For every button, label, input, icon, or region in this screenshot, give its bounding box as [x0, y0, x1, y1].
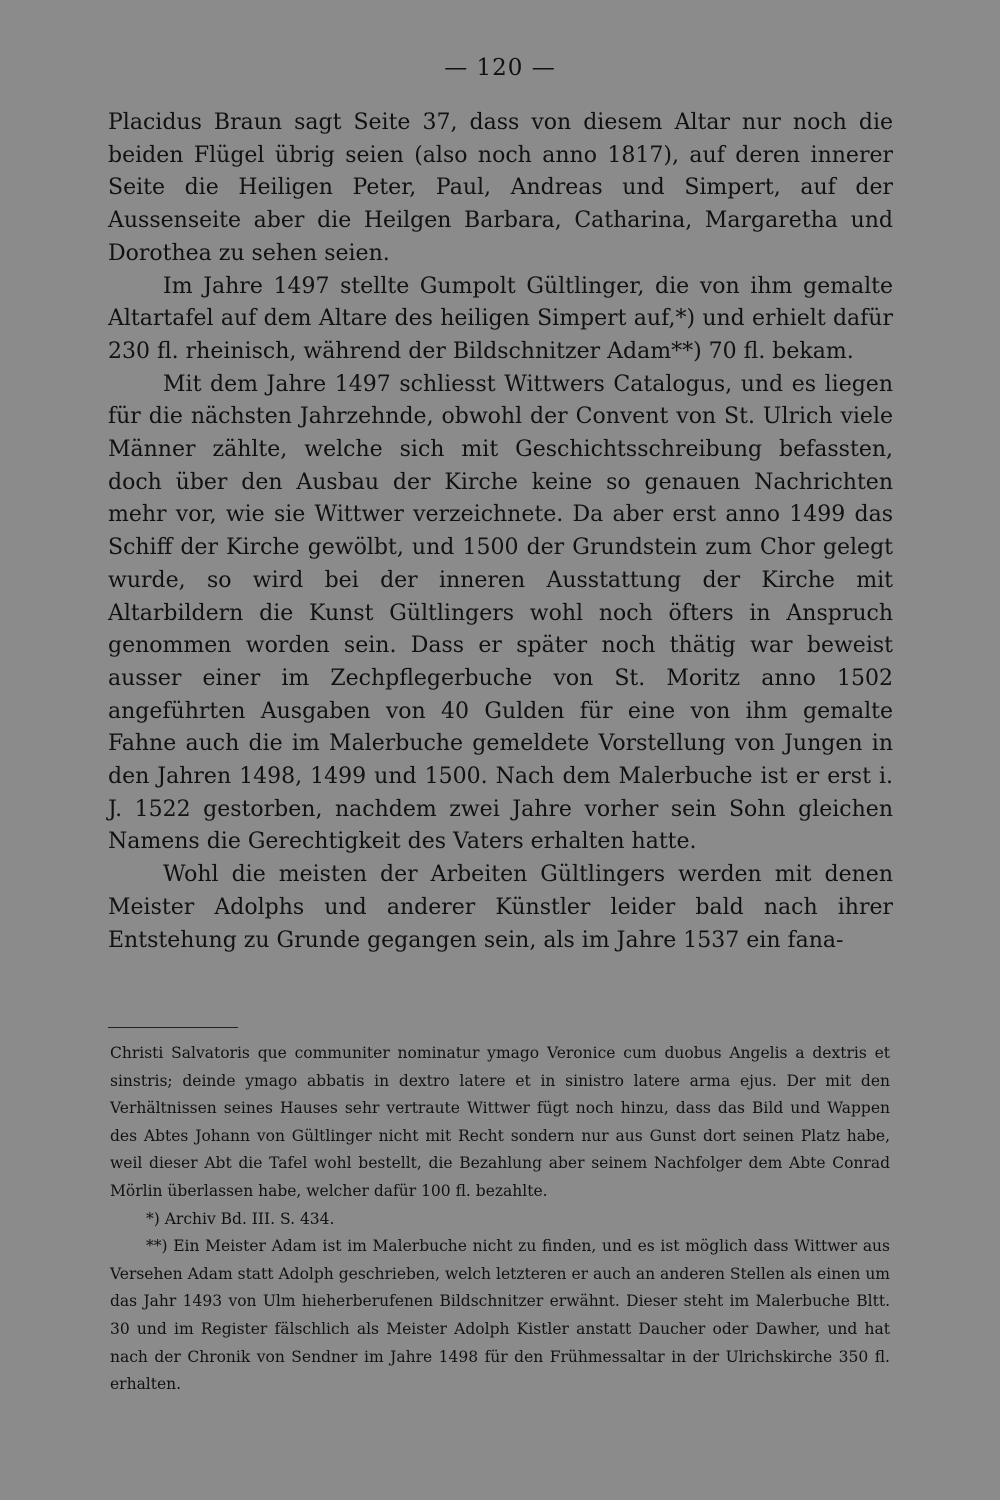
footnote-continuation: Christi Salvatoris que communiter nominatur ymago Veronice cum duobus Angelis a dextris et sinstris; deinde ymago abbatis in dextro latere et in sinistro latere arma ejus. Der mit den Verhältnissen seines Hauses sehr vertraute Wittwer fügt noch hinzu, dass das Bild und Wappen des Abtes Johann von Gültlinger nicht mit Recht sondern nur aus Gunst dort seinen Platz habe, weil dieser Abt die Tafel wohl bestellt, die Bezahlung aber seinem Nachfolger dem Abte Conrad Mörlin überlassen habe, welcher dafür 100 fl. bezahlte.: [110, 1044, 890, 1200]
paragraph: Im Jahre 1497 stellte Gumpolt Gültlinger, die von ihm gemalte Altartafel auf dem Altare des heiligen Simpert auf,*) und erhielt dafür 230 fl. rheinisch, während der Bildschnitzer Adam**) 70 fl. bekam.: [108, 273, 893, 364]
footnote-divider: [108, 1027, 238, 1028]
footnotes: [110, 1040, 890, 1399]
footnote-2: **) Ein Meister Adam ist im Malerbuche nicht zu finden, und es ist möglich dass Wittwer aus Versehen Adam statt Adolph geschrieben, welch letzteren er auch an anderen Stellen als einen um das Jahr 1493 von Ulm hieherberufenen Bildschnitzer erwähnt. Dieser steht im Malerbuche Bltt. 30 und im Register fälschlich als Meister Adolph Kistler anstatt Daucher oder Dawher, und hat nach der Chronik von Sendner im Jahre 1498 für den Frühmessaltar in der Ulrichskirche 350 fl. erhalten.: [110, 1237, 890, 1394]
paragraph: Wohl die meisten der Arbeiten Gültlingers werden mit denen Meister Adolphs und anderer Künstler leider bald nach ihrer Entstehung zu Grunde gegangen sein, als im Jahre 1537 ein fana-: [108, 862, 893, 953]
paragraph: Mit dem Jahre 1497 schliesst Wittwers Catalogus, und es liegen für die nächsten Jahrzehnde, obwohl der Convent von St. Ulrich viele Männer zählte, welche sich mit Geschichtsschreibung befassten, doch über den Ausbau der Kirche keine so genauen Nachrichten mehr vor, wie sie Wittwer verzeichnete. Da aber erst anno 1499 das Schiff der Kirche gewölbt, und 1500 der Grundstein zum Chor gelegt wurde, so wird bei der inneren Ausstattung der Kirche mit Altarbildern die Kunst Gültlingers wohl noch öfters in Anspruch genommen worden sein. Dass er später noch thätig war beweist ausser einer im Zechpflegerbuche von St. Moritz anno 1502 angeführten Ausgaben von 40 Gulden für eine von ihm gemalte Fahne auch die im Malerbuche gemeldete Vorstellung von Jungen in den Jahren 1498, 1499 und 1500. Nach dem Malerbuche ist er erst i. J. 1522 gestorben, nachdem zwei Jahre vorher sein Sohn gleichen Namens die Gerechtigkeit des Vaters erhalten hatte.: [108, 371, 893, 855]
main-text: [108, 107, 893, 957]
footnote-1: *) Archiv Bd. III. S. 434.: [146, 1209, 335, 1228]
page-number: — 120 —: [444, 55, 556, 81]
paragraph: Placidus Braun sagt Seite 37, dass von diesem Altar nur noch die beiden Flügel übrig seien (also noch anno 1817), auf deren innerer Seite die Heiligen Peter, Paul, Andreas und Simpert, auf der Aussenseite aber die Heilgen Barbara, Catharina, Margaretha und Dorothea zu sehen seien.: [108, 110, 893, 266]
